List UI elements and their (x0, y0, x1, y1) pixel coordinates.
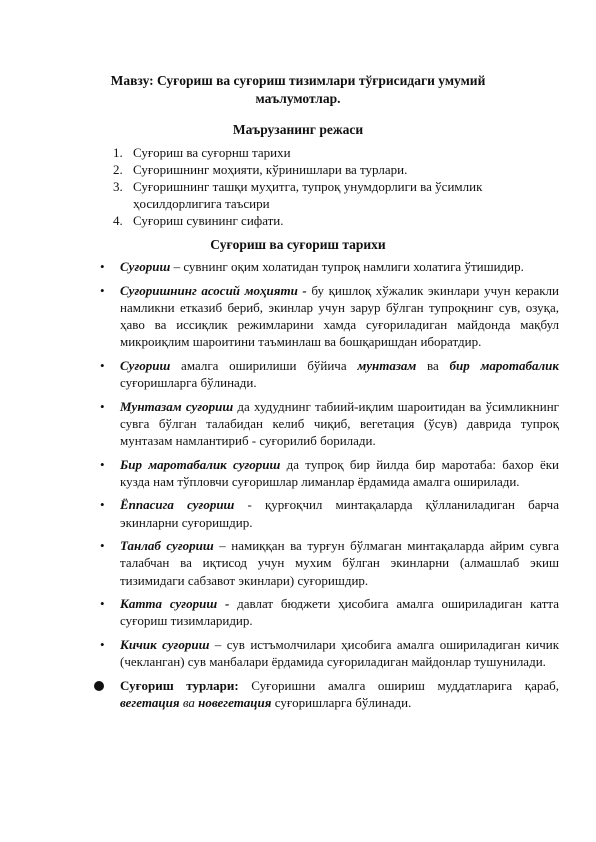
plan-item-text: Суғоришнинг ташқи муҳитга, тупроқ унумдорлиги ва ўсимлик ҳосилдорлигига таъсири (133, 179, 483, 211)
plan-item-text: Суғоришнинг моҳияти, кўринишлари ва турлари. (133, 162, 408, 177)
bullet-icon: • (100, 259, 105, 274)
bullet-text: да худуднинг табиий-иқлим шароитидан ва ўсимликнинг сувга бўлган талабидан келиб чиқиб, вегетация (ўсув) даврида тупроқ мунтазам намлантириб - суғорилиб борилади. (120, 398, 560, 448)
bullet-icon: • (100, 596, 105, 612)
bullet-term: Кичик суғориш (120, 636, 210, 652)
bullet-text: бу қишлоқ хўжалик экинлари учун керакли намликни етказиб бериб, экинлар учун зарур бўлган тупроқнинг сув, озуқа, ҳаво ва иссиқлик режимларини хамда суғориладиган майдонда мақбул микроиқлим шароитини таъминлаш ва бошқаришдан иборатдир. (120, 282, 559, 350)
section-heading: Суғориш ва суғориш тарихи (210, 237, 386, 252)
bullet-term: Катта суғориш - (120, 596, 230, 612)
bullet-term: Суғориш (120, 357, 171, 373)
bullet-text: давлат бюджети ҳисобига амалга ошириладиган катта суғориш тизимларидир. (120, 596, 560, 629)
bullet-icon: • (100, 398, 105, 414)
bullet-text: - қурғоқчил минтақаларда қўлланиладиган барча экинларни суғоришдир. (120, 497, 559, 530)
bullet-item (96, 537, 559, 589)
bullet-text: суғоришларга бўлинади. (120, 375, 257, 390)
bullet-term: мунтазам (357, 357, 417, 373)
plan-item-text: Суғориш ва суғорнш тарихи (133, 145, 291, 160)
bullet-term: Танлаб суғориш (120, 538, 214, 554)
plan-heading: Маърузанинг режаси (232, 122, 364, 137)
bullet-circle-icon (94, 681, 104, 691)
bullet-item (96, 595, 559, 629)
bullet-item (96, 496, 559, 530)
bullet-term: Суғоришнинг асосий моҳияти - (120, 282, 307, 298)
bullet-icon: • (100, 282, 105, 298)
bullet-icon: • (100, 636, 105, 652)
bullet-term: новегетация (198, 694, 272, 710)
plan-item (113, 212, 503, 229)
bullet-list (96, 258, 559, 718)
bullet-item (96, 456, 559, 490)
bullet-icon: • (100, 497, 105, 513)
plan-item-number: 3. (113, 179, 123, 194)
bullet-term: Суғориш (120, 259, 171, 274)
plan-item-number: 2. (113, 162, 123, 177)
bullet-item (96, 357, 559, 391)
bullet-item (96, 258, 559, 275)
bullet-item (96, 398, 559, 450)
bullet-text: – сув истъмолчилари ҳисобига амалга ошириладиган кичик (чекланган) сув манбалари ёрдамида суғориладиган майдонлар тушунилади. (120, 636, 560, 670)
bullet-icon: • (100, 456, 105, 472)
bullet-text: – сувнинг оқим холатидан тупроқ намлиги холатига ўтишидир. (170, 259, 524, 274)
bullet-text: – намиққан ва турғун бўлмаган минтақаларда айрим сувга талабчан ва иқтисод учун мухим бўлган экинларни (алмашлаб экиш тизимидаги сабзавот экинлари) суғоришдир. (120, 538, 560, 588)
bullet-text: ва (179, 694, 199, 710)
bullet-icon: • (100, 538, 105, 554)
plan-list (113, 144, 503, 229)
bullet-text: амалга оширилиши бўйича (170, 357, 358, 373)
plan-item (113, 178, 503, 212)
plan-item (113, 144, 503, 161)
plan-item-number: 1. (113, 145, 123, 160)
plan-item (113, 161, 503, 178)
bullet-term: Бир маротабалик суғориш (120, 456, 281, 472)
bullet-text: Суғоришни амалга ошириш муддатларига қараб, (238, 677, 559, 693)
bullet-term: Ёппасига суғориш (120, 497, 235, 513)
bullet-item (96, 636, 559, 670)
plan-item-text: Суғориш сувининг сифати. (133, 213, 284, 228)
plan-item-number: 4. (113, 213, 123, 228)
bullet-text: суғоришларга бўлинади. (271, 694, 412, 710)
bullet-text: ва (416, 357, 450, 373)
bullet-text: да тупроқ бир йилда бир маротаба: бахор ёки кузда нам тўпловчи суғоришлар лиманлар ёрдамида амалга оширилади. (120, 456, 559, 489)
bullet-item (96, 282, 559, 351)
bullet-term: Мунтазам суғориш (120, 398, 234, 414)
bullet-item (96, 677, 559, 711)
bullet-term: Суғориш турлари: (120, 677, 239, 693)
bullet-term: вегетация (120, 694, 180, 710)
bullet-term: бир маротабалик (449, 357, 559, 373)
document-title: Мавзу: Суғориш ва суғориш тизимлари тўғрисидаги умумий маълумотлар. (110, 73, 486, 106)
bullet-icon: • (100, 357, 105, 373)
